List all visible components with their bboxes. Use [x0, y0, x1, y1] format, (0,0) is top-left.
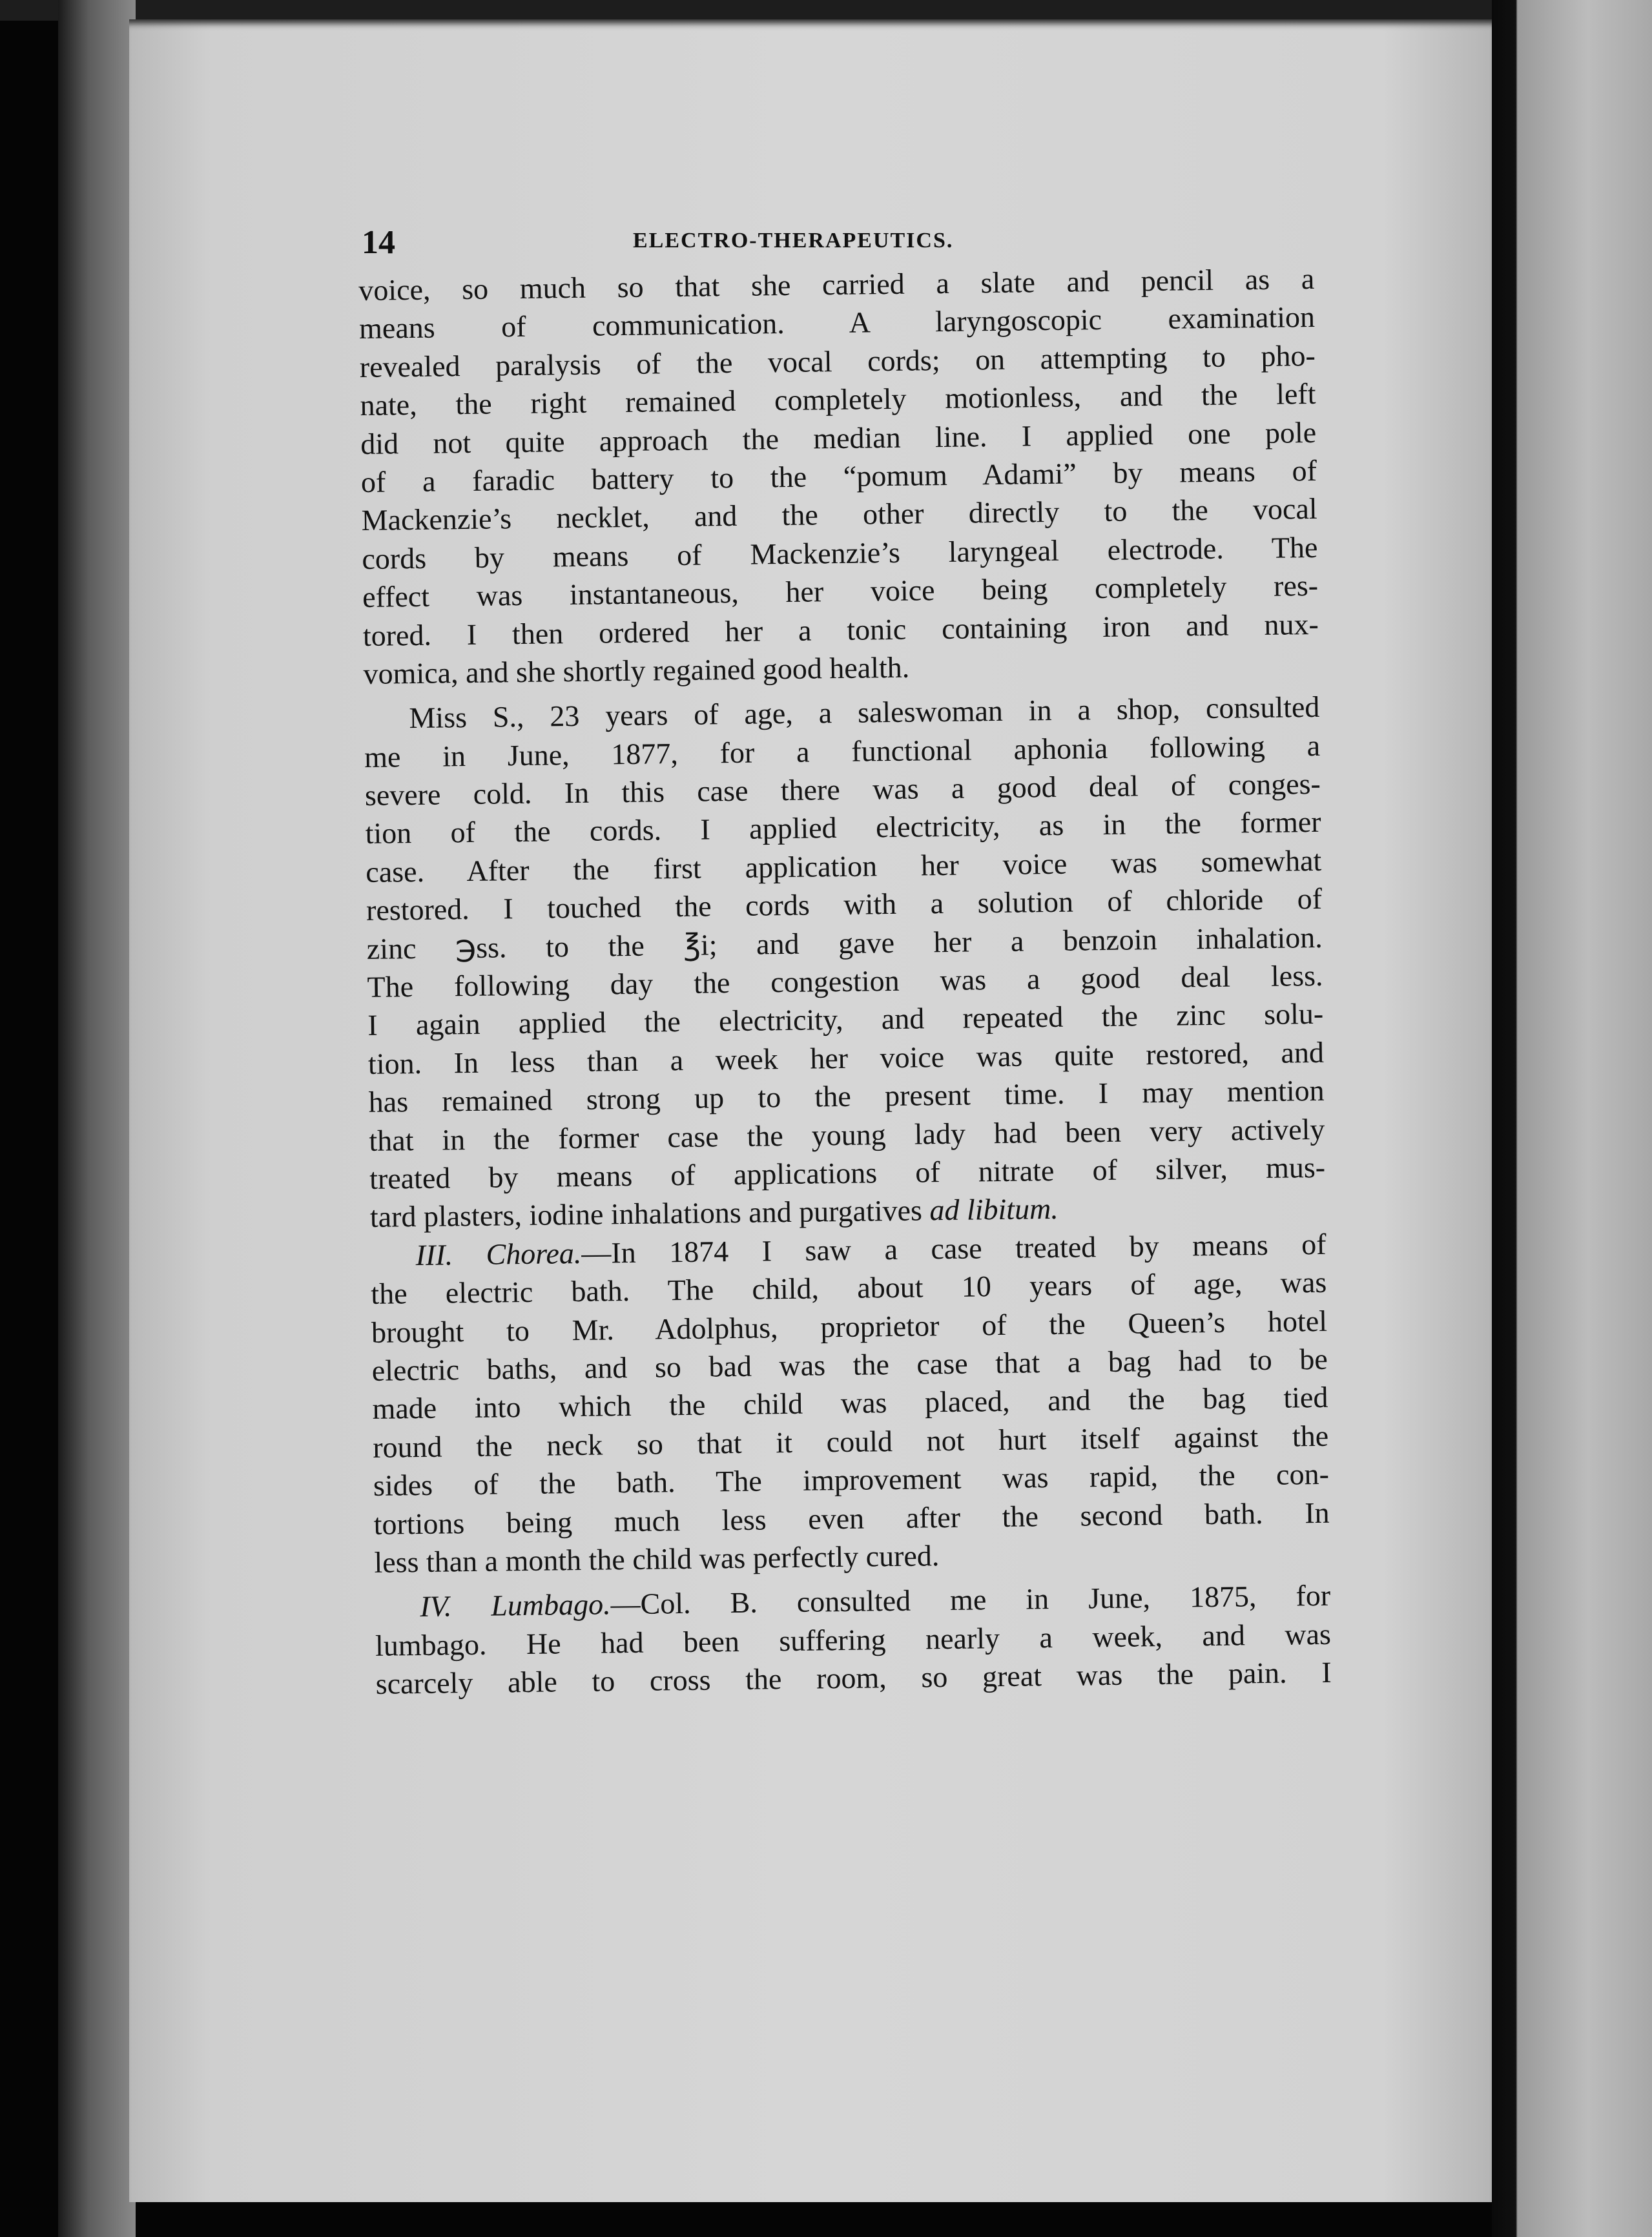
text-line: tored. I then ordered her a tonic containing iron and nux-: [362, 607, 1319, 652]
text-line: nate, the right remained completely motionless, and the left: [360, 377, 1316, 422]
text-line: made into which the child was placed, and the bag tied: [372, 1381, 1328, 1426]
text-line: the electric bath. The child, about 10 years of age, was: [371, 1265, 1327, 1311]
text-line: lumbago. He had been suffering nearly a week, and was: [375, 1617, 1332, 1662]
text-line: treated by means of applications of nitrate of silver, mus-: [369, 1150, 1326, 1195]
text-line: has remained strong up to the present time. I may mention: [368, 1074, 1325, 1119]
page-number: 14: [362, 224, 395, 261]
book-edge-left: [58, 0, 136, 2237]
text-line: less than a month the child was perfectly cured.: [374, 1539, 940, 1579]
running-head: ELECTRO-THERAPEUTICS.: [633, 229, 954, 253]
text-line: means of communication. A laryngoscopic examination: [358, 300, 1316, 345]
scan-top-band: [0, 0, 1652, 21]
text-line: I again applied the electricity, and repeated the zinc solu-: [367, 997, 1324, 1042]
latin-phrase: ad libitum.: [929, 1192, 1059, 1227]
text-line-part: tard plasters, iodine inhalations and purgatives: [369, 1193, 923, 1234]
text-line: voice, so much so that she carried a slate and pencil as a: [358, 262, 1315, 307]
text-line: me in June, 1877, for a functional aphonia following a: [364, 728, 1321, 774]
text-line: that in the former case the young lady had been very actively: [369, 1112, 1325, 1157]
text-line: vomica, and she shortly regained good health.: [363, 650, 910, 690]
text-line: electric baths, and so bad was the case that a bag had to be: [371, 1342, 1328, 1387]
text-line: did not quite approach the median line. I applied one pole: [360, 415, 1317, 460]
text-line: of a faradic battery to the “pomum Adami” by means of: [360, 453, 1317, 499]
text-line-part: —In 1874 I saw a case treated by means of: [581, 1227, 1327, 1270]
text-line: brought to Mr. Adolphus, proprietor of the Queen’s hotel: [371, 1304, 1328, 1349]
page-header: [362, 223, 1317, 262]
text-line: scarcely able to cross the room, so great was the pain. I: [375, 1655, 1332, 1700]
text-line: effect was instantaneous, her voice being completely res-: [362, 569, 1319, 614]
text-line: zinc ℈ss. to the ℥i; and gave her a benzoin inhalation.: [366, 920, 1323, 965]
text-line: The following day the congestion was a good deal less.: [367, 958, 1323, 1004]
text-line: Miss S., 23 years of age, a saleswoman in a shop, consulted: [409, 690, 1320, 735]
text-line: tortions being much less even after the second bath. In: [373, 1496, 1330, 1541]
facing-page-edge: [1492, 0, 1652, 2237]
text-line: case. After the first application her voice was somewhat: [366, 843, 1322, 889]
section-heading-chorea: III. Chorea.: [415, 1236, 582, 1272]
text-line: Mackenzie’s necklet, and the other directly to the vocal: [361, 492, 1317, 537]
text-line-part: —Col. B. consulted me in June, 1875, for: [610, 1579, 1331, 1621]
text-line: cords by means of Mackenzie’s laryngeal electrode. The: [362, 530, 1318, 575]
text-line: restored. I touched the cords with a solution of chloride of: [366, 882, 1323, 927]
text-line: round the neck so that it could not hurt itself against the: [372, 1419, 1329, 1464]
text-line: sides of the bath. The improvement was rapid, the con-: [373, 1457, 1330, 1502]
text-line: tion. In less than a week her voice was quite restored, and: [367, 1035, 1325, 1080]
section-heading-lumbago: IV. Lumbago.: [419, 1587, 611, 1624]
text-line: severe cold. In this case there was a good deal of conges-: [364, 767, 1321, 812]
body-text: [358, 260, 1332, 1703]
text-line: revealed paralysis of the vocal cords; on attempting to pho-: [359, 338, 1316, 384]
text-line: tion of the cords. I applied electricity, as in the former: [365, 805, 1321, 850]
